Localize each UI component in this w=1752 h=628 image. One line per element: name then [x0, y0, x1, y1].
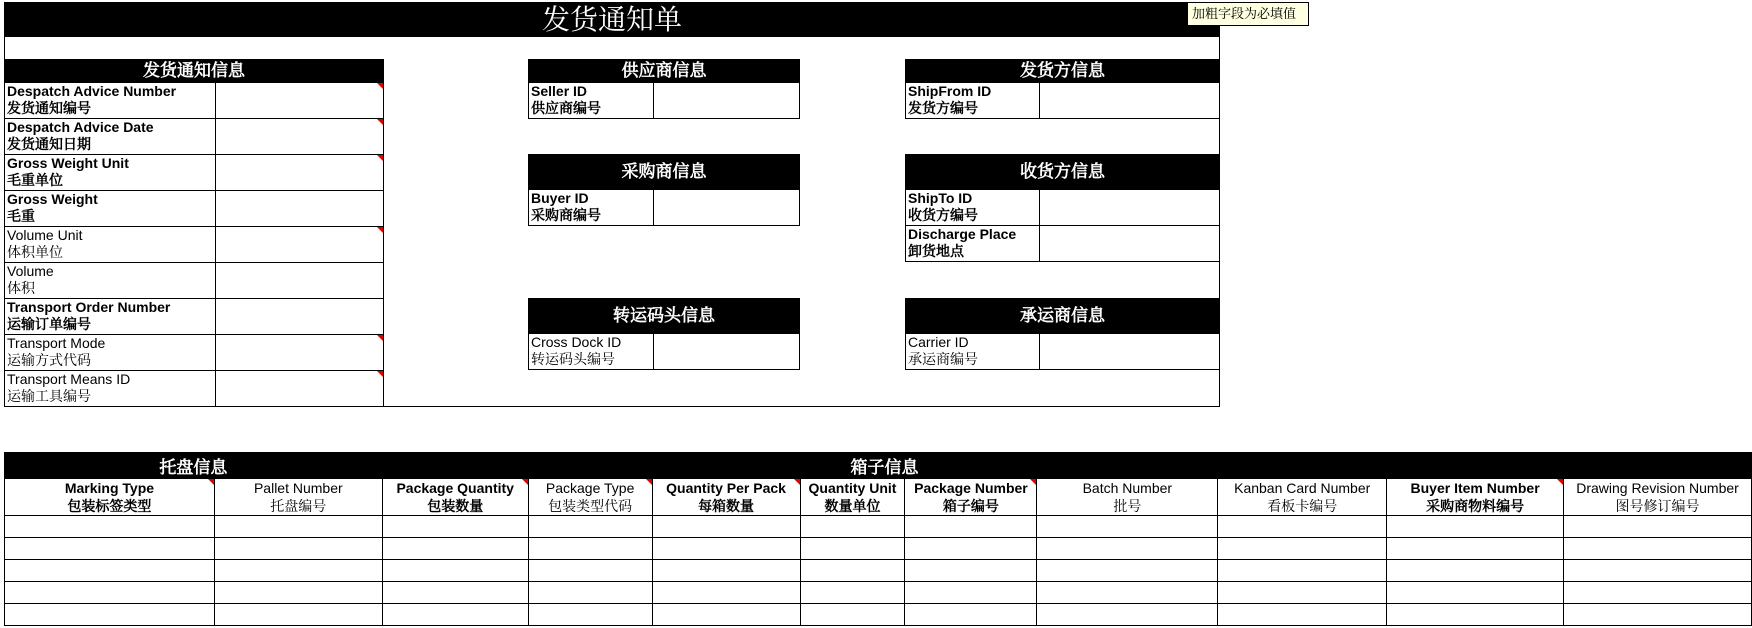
- gross-weight-unit-label: [5, 155, 216, 190]
- table-cell[interactable]: [528, 516, 652, 538]
- column-marking-type: [5, 479, 215, 516]
- table-cell[interactable]: [800, 538, 905, 560]
- table-cell[interactable]: [1037, 582, 1218, 604]
- label-en: Transport Mode: [7, 335, 106, 351]
- table-cell[interactable]: [5, 516, 215, 538]
- table-cell[interactable]: [800, 516, 905, 538]
- table-cell[interactable]: [5, 604, 215, 626]
- despatch-advice-number-label: [5, 83, 216, 118]
- pallet-header: 托盘信息: [5, 453, 383, 479]
- label-en: Gross Weight: [7, 191, 98, 207]
- table-cell[interactable]: [1037, 604, 1218, 626]
- comment-marker-icon: [522, 479, 528, 485]
- shipto-section: [905, 154, 1220, 262]
- transport-mode-row: [4, 335, 384, 371]
- column-label-en: Quantity Unit: [808, 480, 897, 496]
- gross-weight-field[interactable]: [216, 191, 383, 226]
- table-cell[interactable]: [528, 538, 652, 560]
- column-kanban-card-number: [1218, 479, 1387, 516]
- table-cell[interactable]: [5, 538, 215, 560]
- table-cell[interactable]: [1037, 516, 1218, 538]
- table-cell[interactable]: [1218, 560, 1387, 582]
- table-cell[interactable]: [652, 516, 800, 538]
- gross-weight-label: [5, 191, 216, 226]
- column-label-cn: 采购商物料编号: [1426, 498, 1525, 514]
- volume-unit-label: [5, 227, 216, 262]
- buyer-header: 采购商信息: [528, 154, 800, 190]
- label-en: Buyer ID: [531, 190, 589, 206]
- shipfrom-id-label: [906, 83, 1040, 118]
- shipfrom-id-row: [905, 83, 1220, 119]
- transport-means-id-field[interactable]: [216, 371, 383, 406]
- table-cell[interactable]: [905, 560, 1037, 582]
- label-cn: 运输工具编号: [7, 388, 91, 404]
- column-label-cn: 每箱数量: [698, 498, 755, 514]
- table-cell[interactable]: [1037, 538, 1218, 560]
- seller-id-row: [528, 83, 800, 119]
- table-cell[interactable]: [1387, 560, 1564, 582]
- despatch-advice-number-row: [4, 83, 384, 119]
- label-en: Transport Order Number: [7, 299, 171, 315]
- cross-dock-id-label: [529, 334, 654, 369]
- shipto-header: 收货方信息: [905, 154, 1220, 190]
- table-cell[interactable]: [382, 516, 528, 538]
- transport-mode-field[interactable]: [216, 335, 383, 370]
- crossdock-header: 转运码头信息: [528, 298, 800, 334]
- column-label-en: Kanban Card Number: [1234, 480, 1371, 496]
- shipto-id-row: [905, 190, 1220, 226]
- table-cell[interactable]: [1387, 604, 1564, 626]
- discharge-place-label: [906, 226, 1040, 261]
- label-cn: 毛重单位: [7, 172, 63, 188]
- table-cell[interactable]: [905, 582, 1037, 604]
- label-cn: 体积单位: [7, 244, 63, 260]
- column-label-en: Pallet Number: [253, 480, 343, 496]
- shipfrom-header: 发货方信息: [905, 59, 1220, 83]
- table-cell[interactable]: [652, 582, 800, 604]
- column-package-number: [905, 479, 1037, 516]
- label-cn: 卸货地点: [908, 243, 964, 259]
- column-label-en: Package Type: [545, 480, 635, 496]
- comment-marker-icon: [377, 335, 383, 341]
- table-row: [5, 560, 1752, 582]
- table-cell[interactable]: [905, 516, 1037, 538]
- table-cell[interactable]: [1037, 560, 1218, 582]
- table-cell[interactable]: [1387, 516, 1564, 538]
- label-en: Volume: [7, 263, 54, 279]
- shipto-id-field[interactable]: [1040, 190, 1219, 225]
- discharge-place-row: [905, 226, 1220, 262]
- package-table: [4, 452, 1752, 626]
- volume-field[interactable]: [216, 263, 383, 298]
- column-label-cn: 包装标签类型: [67, 498, 152, 514]
- transport-order-number-label: [5, 299, 216, 334]
- column-buyer-item-number: [1387, 479, 1564, 516]
- shipto-id-label: [906, 190, 1040, 225]
- discharge-place-field[interactable]: [1040, 226, 1219, 261]
- column-label-cn: 看板卡编号: [1267, 498, 1338, 514]
- label-cn: 采购商编号: [531, 207, 601, 223]
- column-label-en: Package Number: [914, 480, 1028, 496]
- seller-id-field[interactable]: [654, 83, 799, 118]
- table-row: [5, 516, 1752, 538]
- buyer-id-row: [528, 190, 800, 226]
- table-cell[interactable]: [652, 560, 800, 582]
- table-cell[interactable]: [382, 538, 528, 560]
- table-cell[interactable]: [382, 582, 528, 604]
- label-cn: 供应商编号: [531, 100, 601, 116]
- column-label-cn: 包装类型代码: [548, 498, 633, 514]
- gross-weight-unit-field[interactable]: [216, 155, 383, 190]
- transport-order-number-row: [4, 299, 384, 335]
- label-cn: 发货通知日期: [7, 136, 91, 152]
- despatch-header: 发货通知信息: [4, 59, 384, 83]
- box-header: 箱子信息: [382, 453, 1386, 479]
- label-en: Despatch Advice Date: [7, 119, 154, 135]
- column-quantity-unit: [800, 479, 905, 516]
- comment-marker-icon: [1557, 479, 1563, 485]
- table-cell[interactable]: [1218, 604, 1387, 626]
- table-cell[interactable]: [800, 582, 905, 604]
- cross-dock-id-row: [528, 334, 800, 370]
- carrier-id-field[interactable]: [1040, 334, 1219, 369]
- table-cell[interactable]: [800, 604, 905, 626]
- table-cell[interactable]: [1218, 516, 1387, 538]
- transport-mode-label: [5, 335, 216, 370]
- label-en: Seller ID: [531, 83, 588, 99]
- label-en: Despatch Advice Number: [7, 83, 177, 99]
- column-label-cn: 图号修订编号: [1615, 498, 1700, 514]
- comment-marker-icon: [377, 227, 383, 233]
- label-en: Transport Means ID: [7, 371, 131, 387]
- comment-marker-icon: [377, 155, 383, 161]
- label-en: Volume Unit: [7, 227, 83, 243]
- table-cell[interactable]: [905, 538, 1037, 560]
- table-cell[interactable]: [5, 582, 215, 604]
- table-cell[interactable]: [528, 604, 652, 626]
- table-cell[interactable]: [5, 560, 215, 582]
- table-cell[interactable]: [652, 538, 800, 560]
- column-package-type: [528, 479, 652, 516]
- despatch-advice-date-row: [4, 119, 384, 155]
- transport-means-id-label: [5, 371, 216, 406]
- despatch-advice-date-label: [5, 119, 216, 154]
- column-label-en: Buyer Item Number: [1410, 480, 1540, 496]
- label-cn: 运输订单编号: [7, 316, 91, 332]
- table-cell[interactable]: [1218, 582, 1387, 604]
- transport-means-id-row: [4, 371, 384, 407]
- label-cn: 转运码头编号: [531, 351, 615, 367]
- table-cell[interactable]: [1387, 582, 1564, 604]
- item-header: [1387, 453, 1752, 479]
- despatch-advice-number-field[interactable]: [216, 83, 383, 118]
- table-cell[interactable]: [214, 582, 382, 604]
- comment-marker-icon: [1030, 479, 1036, 485]
- label-cn: 毛重: [7, 208, 35, 224]
- label-cn: 体积: [7, 280, 35, 296]
- table-cell[interactable]: [1564, 604, 1752, 626]
- table-cell[interactable]: [528, 582, 652, 604]
- page-title: 发货通知单: [4, 2, 1220, 37]
- supplier-header: 供应商信息: [528, 59, 800, 83]
- comment-marker-icon: [208, 479, 214, 485]
- comment-marker-icon: [377, 119, 383, 125]
- gross-weight-unit-row: [4, 155, 384, 191]
- column-quantity-per-pack: [652, 479, 800, 516]
- table-row: [5, 582, 1752, 604]
- label-cn: 发货通知编号: [7, 100, 91, 116]
- gross-weight-row: [4, 191, 384, 227]
- column-label-en: Quantity Per Pack: [666, 480, 786, 496]
- table-cell[interactable]: [1564, 560, 1752, 582]
- carrier-id-row: [905, 334, 1220, 370]
- despatch-section: [4, 59, 384, 407]
- table-cell[interactable]: [214, 604, 382, 626]
- carrier-header: 承运商信息: [905, 298, 1220, 334]
- comment-marker-icon: [794, 479, 800, 485]
- required-fields-note: 加粗字段为必填值: [1187, 2, 1309, 26]
- column-package-quantity: [382, 479, 528, 516]
- column-label-en: Drawing Revision Number: [1576, 480, 1739, 496]
- despatch-advice-date-field[interactable]: [216, 119, 383, 154]
- carrier-id-label: [906, 334, 1040, 369]
- group-header-row: [5, 453, 1752, 479]
- table-cell[interactable]: [1564, 538, 1752, 560]
- label-en: Discharge Place: [908, 226, 1017, 242]
- label-cn: 承运商编号: [908, 351, 978, 367]
- table-cell[interactable]: [1218, 538, 1387, 560]
- volume-row: [4, 263, 384, 299]
- label-en: ShipFrom ID: [908, 83, 992, 99]
- column-label-en: Marking Type: [64, 480, 155, 496]
- carrier-section: [905, 298, 1220, 370]
- column-label-cn: 批号: [1113, 498, 1142, 514]
- transport-order-number-field[interactable]: [216, 299, 383, 334]
- column-label-cn: 托盘编号: [270, 498, 327, 514]
- buyer-id-field[interactable]: [654, 190, 799, 225]
- buyer-section: [528, 154, 800, 226]
- label-en: Carrier ID: [908, 334, 969, 350]
- crossdock-section: [528, 298, 800, 370]
- column-drawing-revision-number: [1564, 479, 1752, 516]
- column-batch-number: [1037, 479, 1218, 516]
- label-en: Gross Weight Unit: [7, 155, 129, 171]
- label-en: ShipTo ID: [908, 190, 973, 206]
- cross-dock-id-field[interactable]: [654, 334, 799, 369]
- table-cell[interactable]: [652, 604, 800, 626]
- label-cn: 运输方式代码: [7, 352, 91, 368]
- seller-id-label: [529, 83, 654, 118]
- shipfrom-section: [905, 59, 1220, 119]
- table-cell[interactable]: [214, 516, 382, 538]
- comment-marker-icon: [377, 83, 383, 89]
- table-cell[interactable]: [528, 560, 652, 582]
- column-label-en: Package Quantity: [396, 480, 514, 496]
- column-label-cn: 数量单位: [824, 498, 881, 514]
- table-cell[interactable]: [214, 538, 382, 560]
- column-header-row: [5, 479, 1752, 516]
- table-cell[interactable]: [1387, 538, 1564, 560]
- comment-marker-icon: [646, 479, 652, 485]
- table-cell[interactable]: [800, 560, 905, 582]
- column-label-cn: 包装数量: [427, 498, 484, 514]
- table-cell[interactable]: [1564, 582, 1752, 604]
- label-cn: 发货方编号: [908, 100, 978, 116]
- column-label-cn: 箱子编号: [942, 498, 999, 514]
- table-cell[interactable]: [382, 560, 528, 582]
- table-cell[interactable]: [905, 604, 1037, 626]
- volume-unit-row: [4, 227, 384, 263]
- label-en: Cross Dock ID: [531, 334, 622, 350]
- column-pallet-number: [214, 479, 382, 516]
- column-label-en: Batch Number: [1082, 480, 1173, 496]
- volume-unit-field[interactable]: [216, 227, 383, 262]
- shipfrom-id-field[interactable]: [1040, 83, 1219, 118]
- buyer-id-label: [529, 190, 654, 225]
- table-cell[interactable]: [214, 560, 382, 582]
- table-row: [5, 538, 1752, 560]
- table-cell[interactable]: [382, 604, 528, 626]
- comment-marker-icon: [377, 371, 383, 377]
- label-cn: 收货方编号: [908, 207, 978, 223]
- volume-label: [5, 263, 216, 298]
- table-row: [5, 604, 1752, 626]
- supplier-section: [528, 59, 800, 119]
- table-cell[interactable]: [1564, 516, 1752, 538]
